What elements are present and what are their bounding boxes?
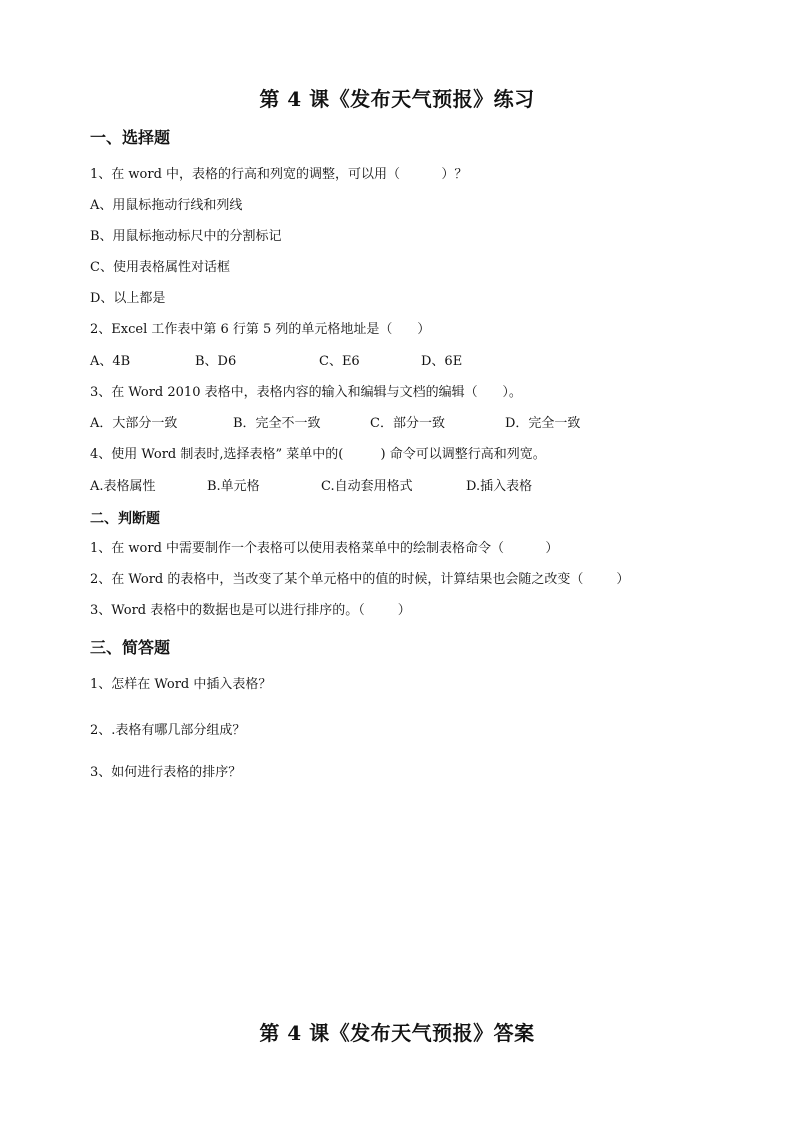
question-3-option-c: C．部分一致 — [370, 416, 445, 431]
question-3-option-b: B．完全不一致 — [233, 416, 321, 431]
short-answer-item-2: 2、.表格有哪几部分组成？ — [90, 723, 246, 738]
question-1-option-b: B、用鼠标拖动标尺中的分割标记 — [90, 229, 282, 244]
question-2-option-c: C、E6 — [319, 354, 360, 369]
question-4-option-b: B.单元格 — [207, 479, 260, 494]
true-false-item-2: 2、在 Word 的表格中，当改变了某个单元格中的值的时候，计算结果也会随之改变（ ） — [90, 572, 630, 587]
question-2: 2、Excel 工作表中第 6 行第 5 列的单元格地址是（ ） — [90, 322, 431, 337]
section-heading-choice: 一、选择题 — [90, 128, 171, 147]
section-heading-short-answer: 三、简答题 — [90, 638, 171, 657]
question-1-option-a: A、用鼠标拖动行线和列线 — [90, 198, 243, 213]
question-4-option-c: C.自动套用格式 — [321, 479, 413, 494]
question-3: 3、在 Word 2010 表格中，表格内容的输入和编辑与文档的编辑（ ）。 — [90, 385, 522, 400]
question-2-option-b: B、D6 — [195, 354, 237, 369]
true-false-item-3: 3、Word 表格中的数据也是可以进行排序的。（ ） — [90, 603, 411, 618]
question-2-option-d: D、6E — [421, 354, 463, 369]
question-4-option-d: D.插入表格 — [466, 479, 533, 494]
section-heading-true-false: 二、判断题 — [90, 511, 160, 527]
question-1: 1、在 word 中，表格的行高和列宽的调整，可以用（ ）？ — [90, 167, 468, 182]
question-1-option-c: C、使用表格属性对话框 — [90, 260, 230, 275]
question-3-option-d: D．完全一致 — [505, 416, 581, 431]
question-1-option-d: D、以上都是 — [90, 291, 166, 306]
question-3-option-a: A．大部分一致 — [90, 416, 178, 431]
question-4: 4、使用 Word 制表时,选择表格” 菜单中的( ) 命令可以调整行高和列宽。 — [90, 447, 546, 462]
short-answer-item-3: 3、如何进行表格的排序？ — [90, 765, 242, 780]
answer-title: 第 4 课《发布天气预报》答案 — [259, 1021, 535, 1045]
page-title: 第 4 课《发布天气预报》练习 — [259, 87, 535, 111]
short-answer-item-1: 1、怎样在 Word 中插入表格？ — [90, 677, 272, 692]
question-4-option-a: A.表格属性 — [90, 479, 156, 494]
question-2-option-a: A、4B — [90, 354, 131, 369]
true-false-item-1: 1、在 word 中需要制作一个表格可以使用表格菜单中的绘制表格命令（ ） — [90, 541, 559, 556]
